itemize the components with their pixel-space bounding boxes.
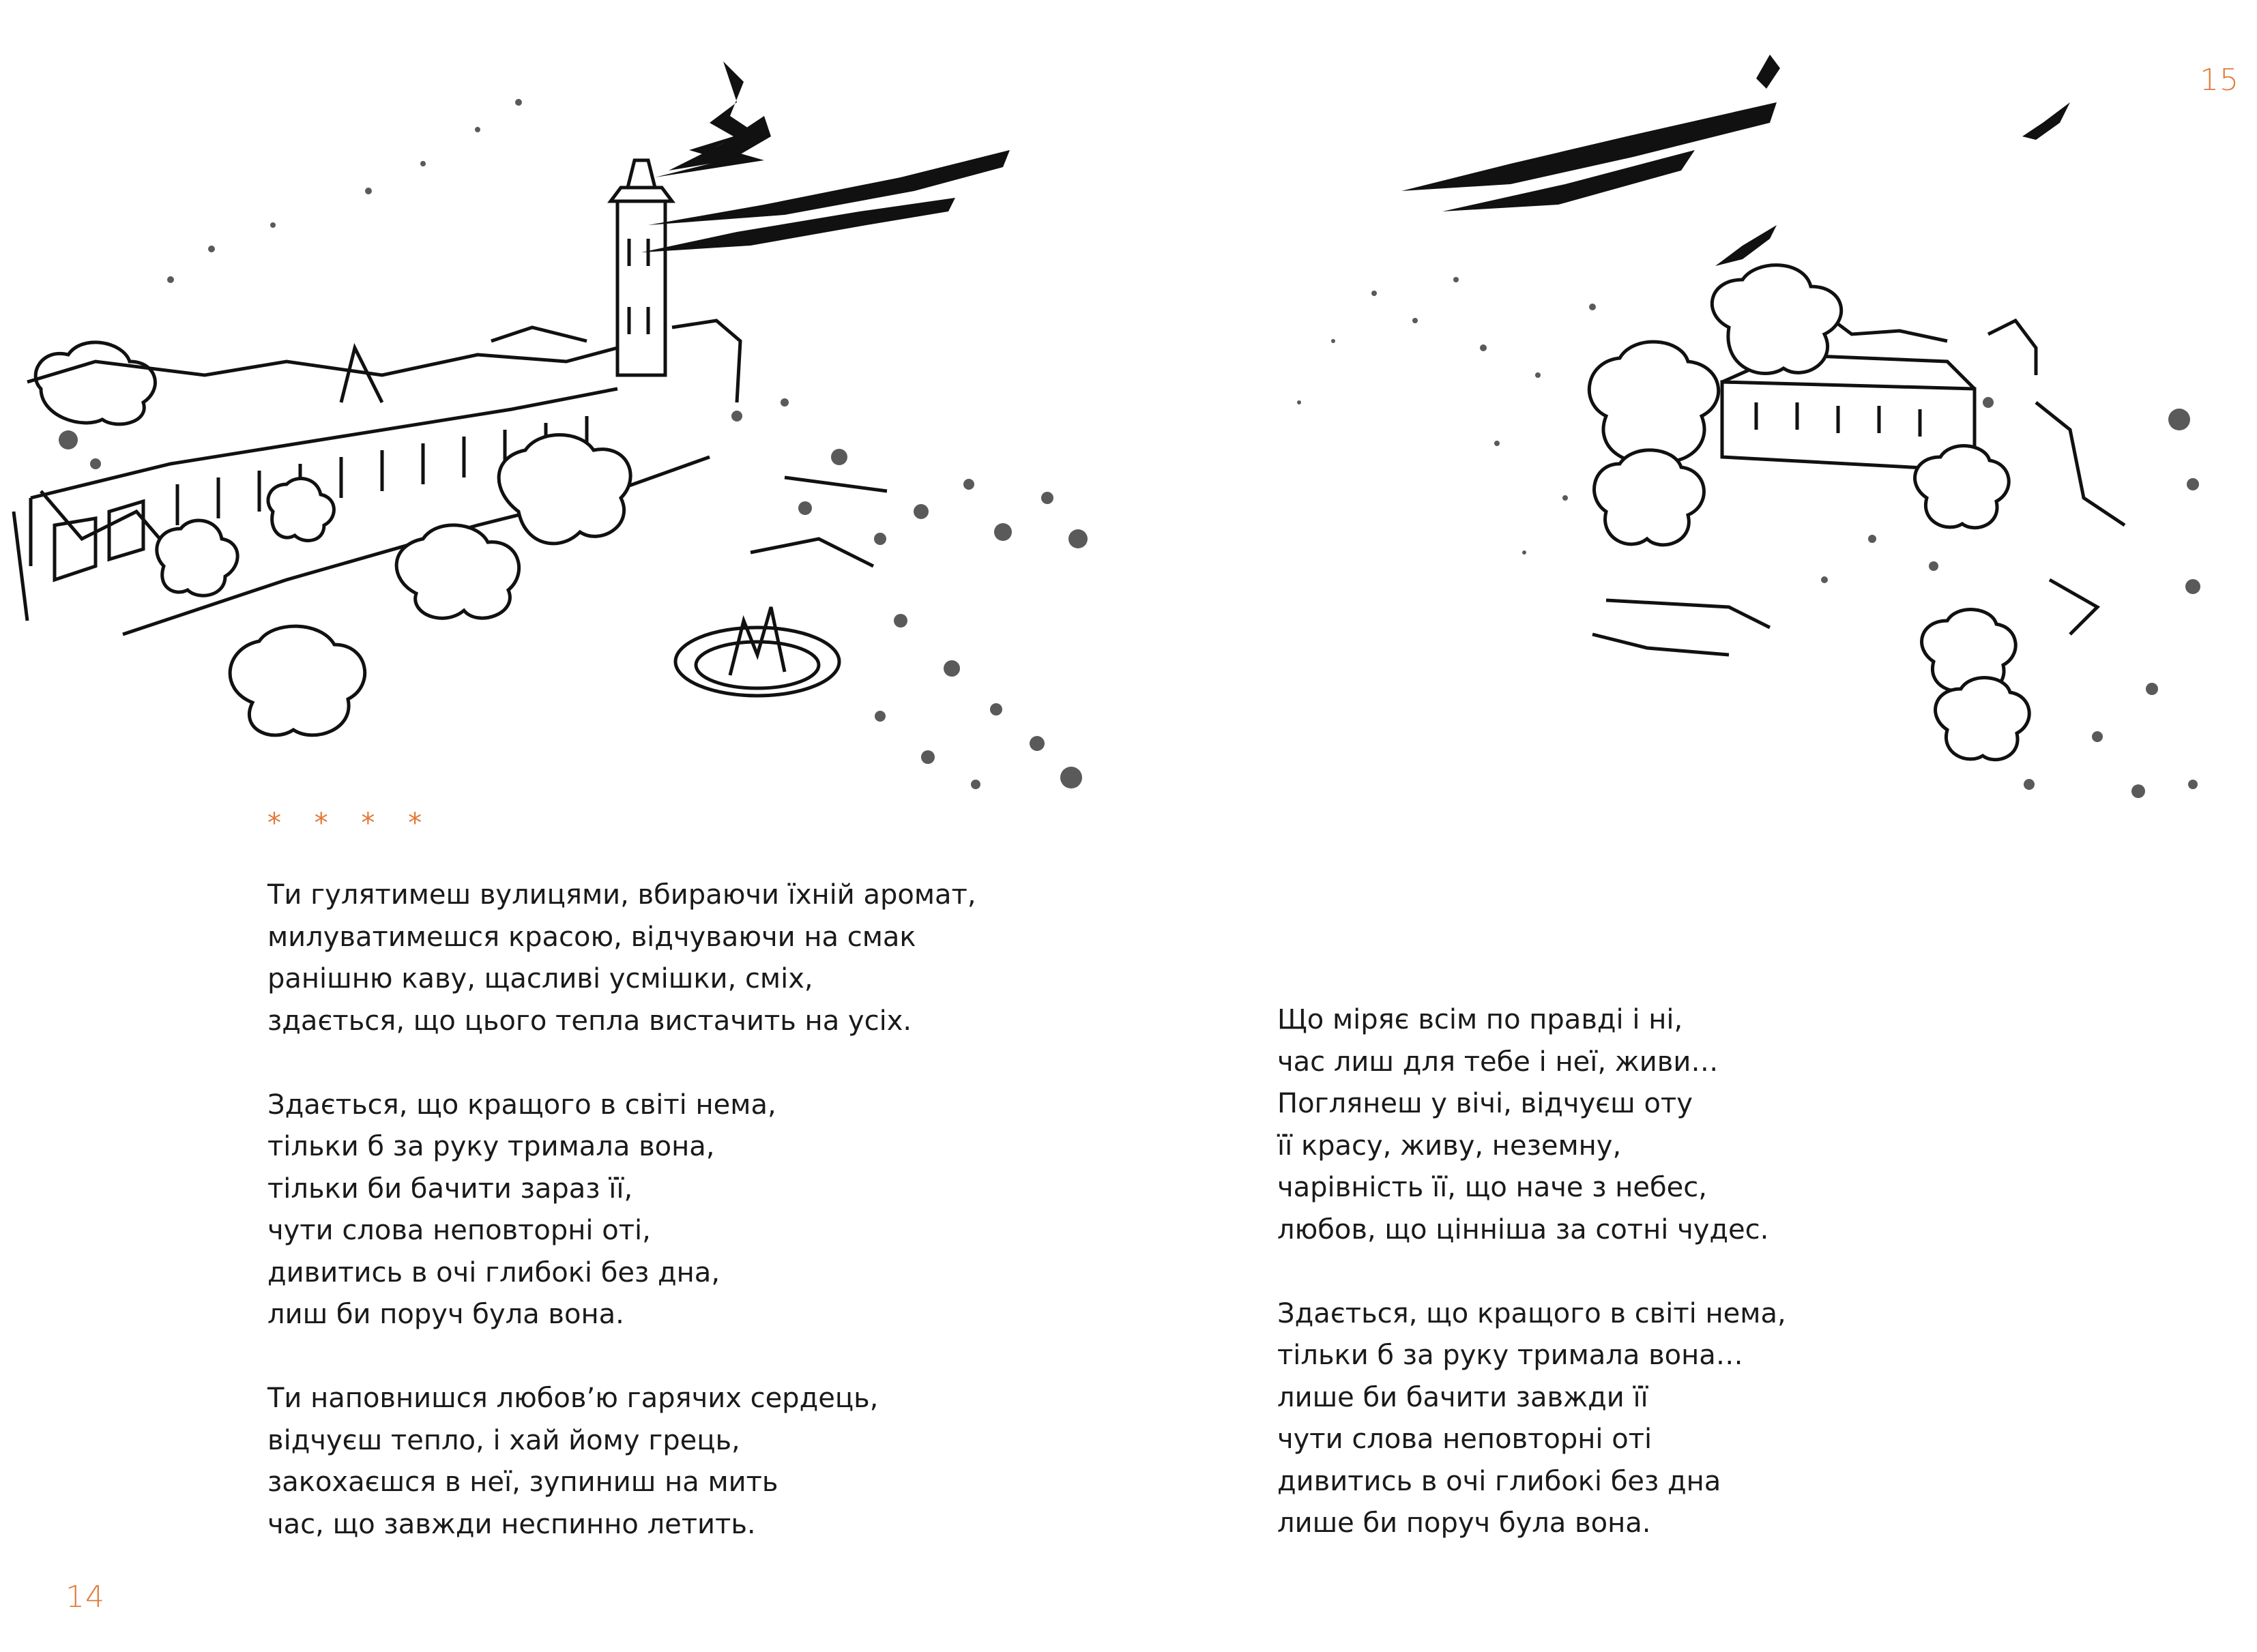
town-hall-tower (611, 160, 740, 402)
fountain (675, 607, 839, 696)
poem-line: дивитись в очі глибокі без дна (1277, 1465, 1721, 1497)
poem-line: лише би бачити завжди її (1277, 1381, 1648, 1413)
page-number-right: 15 (2200, 63, 2239, 98)
poem-line: час лиш для тебе і неї, живи… (1277, 1046, 1719, 1078)
poem-line: Здається, що кращого в світі нема, (1277, 1297, 1786, 1329)
stanza (267, 1378, 1086, 1546)
poem-line: любов, що цінніша за сотні чудес. (1277, 1213, 1769, 1245)
poem-line: відчуєш тепло, і хай йому грець, (267, 1424, 740, 1456)
poem-line: її красу, живу, неземну, (1277, 1130, 1622, 1162)
poem-line: чути слова неповторні оті, (267, 1215, 651, 1246)
poem-line: закохаєшся в неї, зупиниш на мить (267, 1466, 778, 1498)
smoke-streaks (641, 61, 1010, 252)
section-separator: * * * * (267, 808, 435, 839)
trees (1589, 265, 2029, 760)
poem-line: здається, що цього тепла вистачить на усіх. (267, 1005, 912, 1037)
left-poem (267, 874, 1086, 1546)
poem-line: Ти наповнишся любов’ю гарячих сердець, (267, 1383, 879, 1414)
poem-line: дивитись в очі глибокі без дна, (267, 1256, 720, 1288)
trees (35, 342, 630, 735)
town-square-sketch-illustration (0, 20, 1128, 825)
smoke-streaks (1401, 55, 2070, 266)
poem-line: лиш би поруч була вона. (267, 1299, 624, 1330)
poem-line: Здається, що кращого в світі нема, (267, 1089, 776, 1121)
poem-line: Що міряє всім по правді і ні, (1277, 1004, 1683, 1035)
right-poem (1277, 999, 2164, 1545)
poem-line: час, що завжди неспинно летить. (267, 1508, 756, 1540)
right-page (1128, 0, 2257, 1652)
poem-line: чути слова неповторні оті (1277, 1424, 1652, 1455)
poem-line: чарівність її, що наче з небес, (1277, 1172, 1707, 1203)
stanza (1277, 1293, 2164, 1545)
stanza (267, 874, 1086, 1042)
stanza (1277, 999, 2164, 1251)
stanza (267, 1085, 1086, 1336)
poem-line: Ти гулятимеш вулицями, вбираючи їхній аромат, (267, 879, 976, 911)
poem-line: тільки б за руку тримала вона… (1277, 1340, 1743, 1371)
poem-line: ранішню каву, щасливі усмішки, сміх, (267, 963, 813, 994)
poem-line: тільки б за руку тримала вона, (267, 1131, 715, 1162)
poem-line: милуватимешся красою, відчуваючи на смак (267, 921, 916, 953)
poem-line: Поглянеш у вічі, відчуєш оту (1277, 1088, 1693, 1119)
town-street-sketch-illustration (1128, 20, 2257, 880)
poem-line: лише би поруч була вона. (1277, 1507, 1651, 1539)
page-number-left: 14 (65, 1580, 105, 1614)
left-page (0, 0, 1128, 1652)
poem-line: тільки би бачити зараз її, (267, 1172, 633, 1205)
